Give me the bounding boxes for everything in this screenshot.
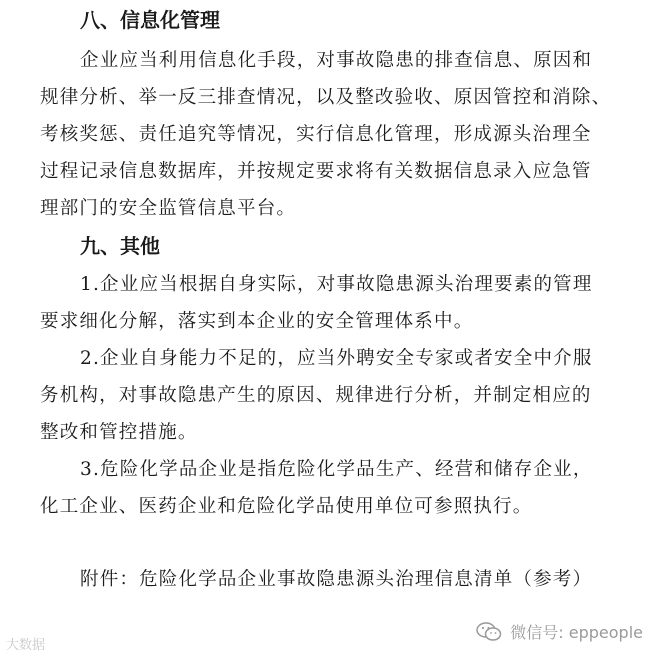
paragraph-line: 3.危险化学品企业是指危险化学品生产、经营和储存企业， bbox=[80, 459, 593, 480]
section-9-item-2 bbox=[40, 340, 640, 451]
paragraph-line: 过程记录信息数据库，并按规定要求将有关数据信息录入应急管 bbox=[40, 161, 592, 182]
watermark-right bbox=[476, 620, 643, 643]
section-9-item-1 bbox=[40, 266, 640, 340]
section-8-heading: 八、信息化管理 bbox=[80, 8, 220, 32]
paragraph-line: 企业应当利用信息化手段，对事故隐患的排查信息、原因和 bbox=[80, 50, 593, 71]
paragraph-line: 1.企业应当根据自身实际，对事故隐患源头治理要素的管理 bbox=[80, 274, 593, 295]
section-8-paragraph bbox=[40, 42, 640, 227]
attachment-line: 附件：危险化学品企业事故隐患源头治理信息清单（参考） bbox=[80, 569, 593, 590]
section-9-heading: 九、其他 bbox=[80, 234, 160, 258]
paragraph-line: 考核奖惩、责任追究等情况，实行信息化管理，形成源头治理全 bbox=[40, 124, 592, 145]
paragraph-line: 化工企业、医药企业和危险化学品使用单位可参照执行。 bbox=[40, 496, 533, 517]
section-9-item-3 bbox=[40, 451, 640, 525]
paragraph-line: 务机构，对事故隐患产生的原因、规律进行分析，并制定相应的 bbox=[40, 385, 592, 406]
wechat-icon bbox=[476, 622, 502, 642]
paragraph-line: 要求细化分解，落实到本企业的安全管理体系中。 bbox=[40, 311, 474, 332]
paragraph-line: 规律分析、举一反三排查情况，以及整改验收、原因管控和消除、 bbox=[40, 87, 612, 108]
watermark-left: 大数据 bbox=[6, 638, 46, 653]
paragraph-line: 2.企业自身能力不足的，应当外聘安全专家或者安全中介服 bbox=[80, 348, 593, 369]
watermark-right-text: 微信号: eppeople bbox=[510, 623, 643, 642]
paragraph-line: 理部门的安全监管信息平台。 bbox=[40, 198, 297, 219]
paragraph-line: 整改和管控措施。 bbox=[40, 422, 198, 443]
